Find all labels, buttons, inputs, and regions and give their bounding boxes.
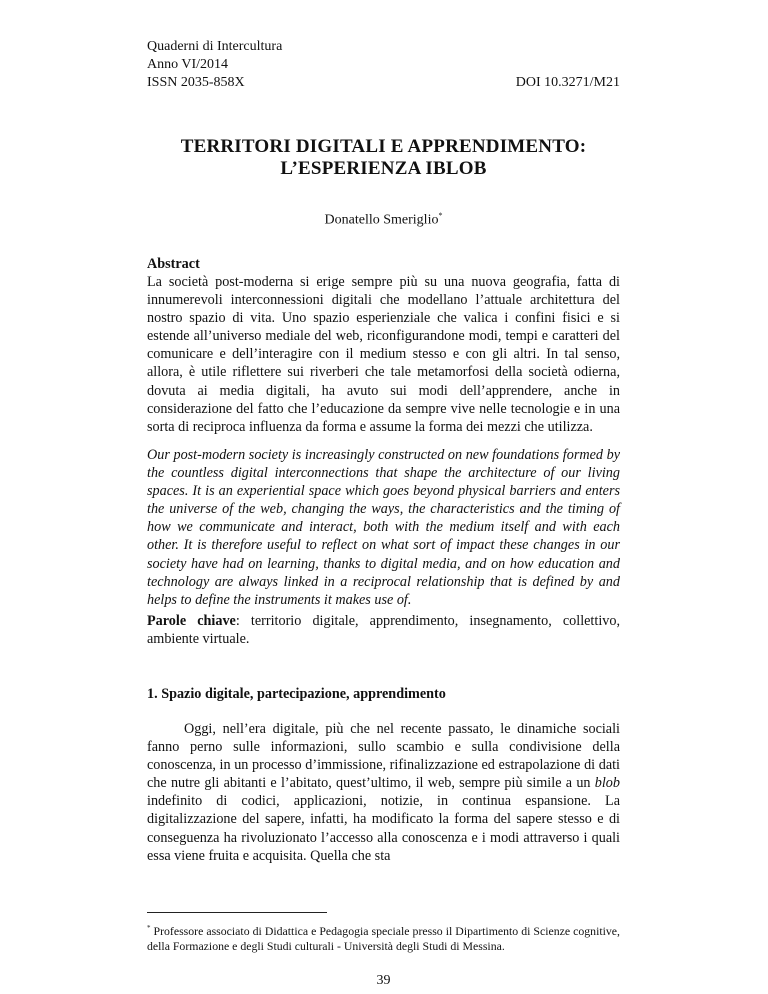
running-header xyxy=(147,38,282,92)
abstract-heading: Abstract xyxy=(147,256,200,272)
footnote-mark: * xyxy=(147,924,151,932)
keywords-label: Parole chiave xyxy=(147,613,236,629)
abstract-english: Our post-modern society is increasingly constructed on new foundations formed by the countless digital interconnections that shape the architecture of our living spaces. It is an experiential space which goes beyond physical barriers and enters the universe of the web, changing the ways, the characteristics and the timing of how we communicate and interact, both with the medium itself and with each other. It is therefore useful to reflect on what sort of impact these changes in our society have had on learning, thanks to digital media, and on how education and technology are always linked in a reciprocal relationship that is defined by and helps to define the instruments it makes use of. xyxy=(147,447,620,608)
keywords-list: : territorio digitale, apprendimento, insegnamento, collettivo, ambiente virtuale. xyxy=(147,613,620,648)
abstract-italian: La società post-moderna si erige sempre più su una nuova geografia, fatta di innumerevoli interconnessioni digitali che modellano l’attuale architettura del nostro spazio di vita. Uno spazio esperienziale che valica i confini fisici e si estende all’universo mediale del web, riconfigurandone modi, tempi e caratteri del comunicare e dell’interagire con il medium stesso e con gli altri. In tal senso, allora, è utile riflettere sui riverberi che tale metamorfosi della società odierna, dovuta ai media digitali, ha avuto sui modi dell’apprendere, anche in considerazione del fatto che l’educazione da sempre vive nelle tecnologie e in una sorta di reciproca influenza da forma e assume la forma dei mezzi che utilizza. xyxy=(147,274,620,435)
body-italic-term: blob xyxy=(594,775,620,792)
title-line-2: L’ESPERIENZA IBLOB xyxy=(280,158,487,179)
body-text-start: Oggi, nell’era digitale, più che nel recente passato, le dinamiche sociali fanno perno sulle informazioni, sullo scambio e sulla condivisione della conoscenza, in un processo d’immissione, rifinalizzazione ed estrapolazione di dati che nutre gli abitanti e l’abitato, quest’ultimo, il web, sempre più simile a un xyxy=(147,721,620,792)
journal-issn: ISSN 2035-858X xyxy=(147,75,245,90)
section-heading: 1. Spazio digitale, partecipazione, apprendimento xyxy=(147,686,446,702)
body-text-end: indefinito di codici, applicazioni, notizie, in continua espansione. La digitalizzazione del sapere, infatti, ha modificato la forma del sapere stesso e di conseguenza ha rivoluzionato l’accesso alla conoscenza e i modi attraverso i quali essa viene fruita e acquisita. Quella che sta xyxy=(147,793,620,864)
body-paragraph xyxy=(147,720,620,865)
page-number: 39 xyxy=(376,973,391,988)
author-footnote-mark: * xyxy=(438,211,443,220)
footnote-text: Professore associato di Didattica e Pedagogia speciale presso il Dipartimento di Scienze cognitive, della Formazione e degli Studi culturali - Università degli Studi di Messina. xyxy=(147,923,620,953)
journal-name: Quaderni di Intercultura xyxy=(147,39,283,54)
article-doi: DOI 10.3271/M21 xyxy=(515,75,620,90)
author-line xyxy=(147,207,620,230)
author-name: Donatello Smeriglio xyxy=(324,212,439,228)
journal-year: Anno VI/2014 xyxy=(147,57,229,72)
article-title xyxy=(147,136,620,180)
footnote xyxy=(147,921,620,954)
footnote-divider xyxy=(147,912,327,913)
title-line-1: TERRITORI DIGITALI E APPRENDIMENTO: xyxy=(180,136,587,157)
keywords xyxy=(147,612,620,648)
